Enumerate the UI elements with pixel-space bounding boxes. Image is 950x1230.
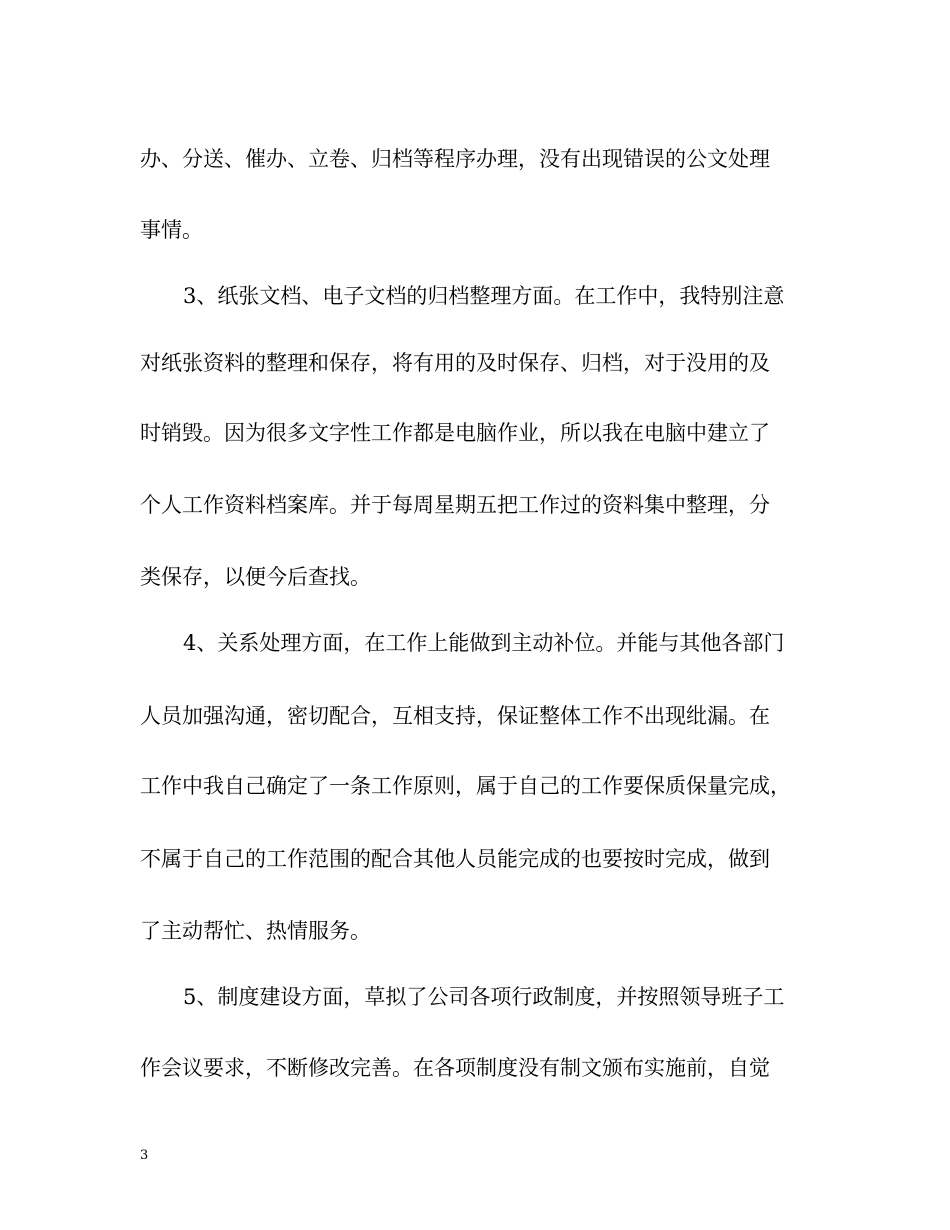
text-line: 作会议要求，不断修改完善。在各项制度没有制文颁布实施前，自觉	[140, 1056, 770, 1080]
text-line: 4、关系处理方面，在工作上能做到主动补位。并能与其他各部门	[183, 631, 785, 655]
page-number: 3	[140, 1148, 149, 1163]
text-line: 时销毁。因为很多文字性工作都是电脑作业，所以我在电脑中建立了	[140, 421, 770, 445]
text-line: 3、纸张文档、电子文档的归档整理方面。在工作中，我特别注意	[183, 284, 785, 308]
text-line: 个人工作资料档案库。并于每周星期五把工作过的资料集中整理，分	[140, 493, 770, 517]
text-line: 人员加强沟通，密切配合，互相支持，保证整体工作不出现纰漏。在	[140, 704, 770, 728]
text-line: 不属于自己的工作范围的配合其他人员能完成的也要按时完成，做到	[140, 847, 770, 871]
text-line: 办、分送、催办、立卷、归档等程序办理，没有出现错误的公文处理	[140, 147, 770, 171]
text-line: 工作中我自己确定了一条工作原则，属于自己的工作要保质保量完成，	[140, 774, 791, 798]
text-line: 5、制度建设方面，草拟了公司各项行政制度，并按照领导班子工	[183, 985, 785, 1009]
text-line: 对纸张资料的整理和保存，将有用的及时保存、归档，对于没用的及	[140, 351, 770, 375]
text-line: 了主动帮忙、热情服务。	[140, 919, 371, 943]
text-line: 类保存，以便今后查找。	[140, 565, 371, 589]
text-line: 事情。	[140, 218, 203, 242]
